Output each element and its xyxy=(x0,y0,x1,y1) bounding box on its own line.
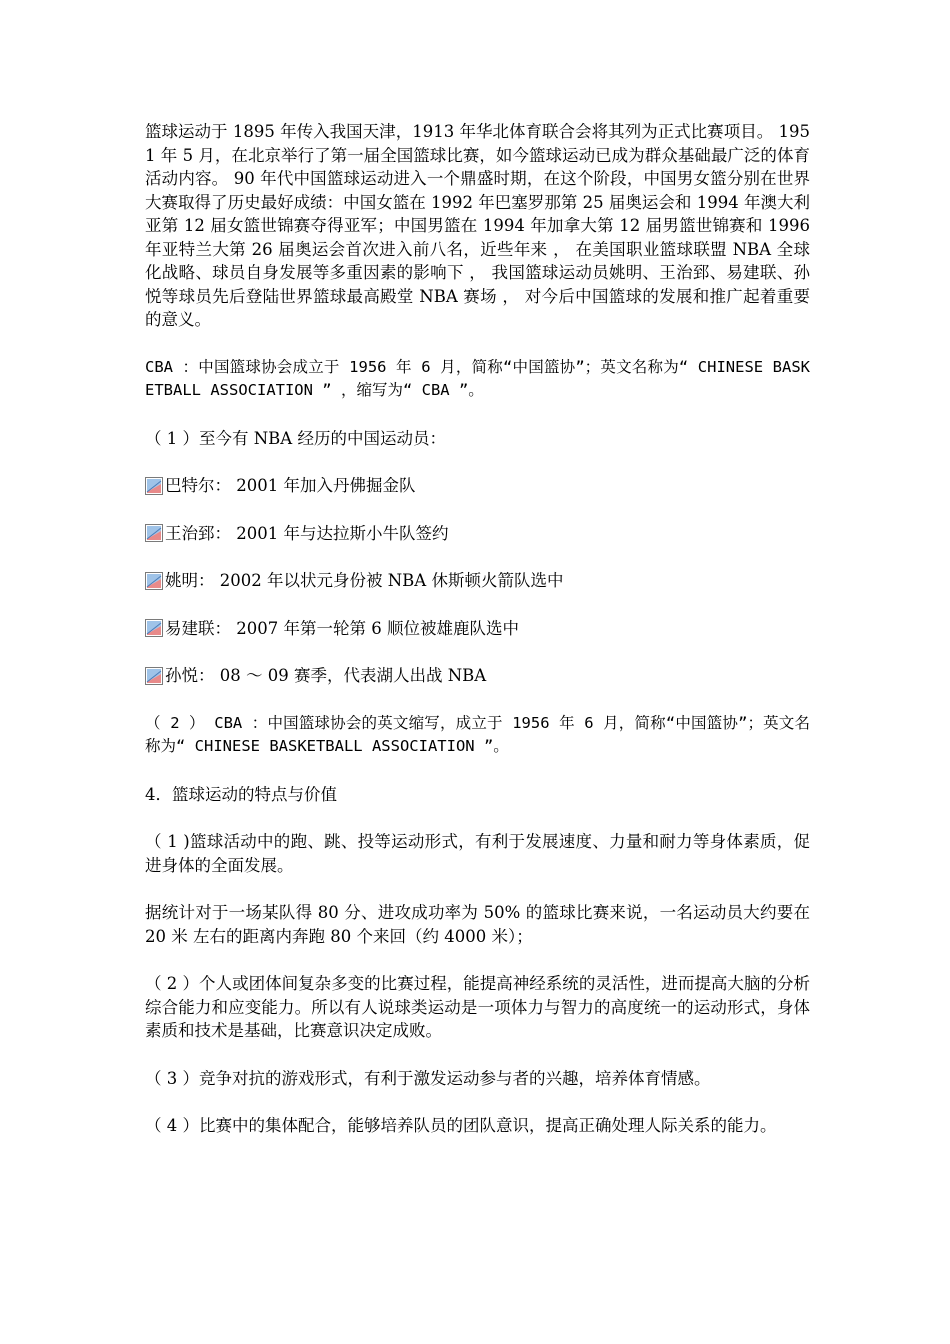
player-item xyxy=(145,569,810,593)
broken-image-icon xyxy=(145,667,163,685)
broken-image-icon xyxy=(145,619,163,637)
point-4: （ 4 ）比赛中的集体配合，能够培养队员的团队意识，提高正确处理人际关系的能力。 xyxy=(145,1116,777,1135)
player-item xyxy=(145,522,810,546)
player-detail: 08 ～ 09 赛季，代表湖人出战 NBA xyxy=(214,666,487,685)
point-3: （ 3 ）竞争对抗的游戏形式，有利于激发运动参与者的兴趣，培养体育情感。 xyxy=(145,1068,711,1088)
player-item xyxy=(145,474,810,498)
section1-heading: （ 1 ）至今有 NBA 经历的中国运动员： xyxy=(145,428,446,448)
cba-note: （ 2 ） CBA ：中国篮球协会的英文缩写，成立于 1956 年 6 月，简称“中国篮协”；英文名称为“ CHINESE BASKETBALL ASSOCIATION ”。 xyxy=(145,713,810,755)
player-name: 王治郅： xyxy=(165,523,231,543)
player-item xyxy=(145,664,810,688)
player-detail: 2007 年第一轮第 6 顺位被雄鹿队选中 xyxy=(231,618,519,638)
player-item xyxy=(145,617,810,641)
player-name: 姚明： xyxy=(165,571,215,590)
section4-heading: 4．篮球运动的特点与价值 xyxy=(145,784,337,804)
player-list xyxy=(145,474,810,688)
player-name: 孙悦： xyxy=(165,666,215,685)
point-1: （ 1 )篮球活动中的跑、跳、投等运动形式，有利于发展速度、力量和耐力等身体素质，促进身体的全面发展。 xyxy=(145,832,810,875)
player-detail: 2002 年以状元身份被 NBA 休斯顿火箭队选中 xyxy=(214,571,564,590)
player-name: 巴特尔： xyxy=(165,476,231,495)
intro-paragraph: 篮球运动于 1895 年传入我国天津，1913 年华北体育联合会将其列为正式比赛项目。 1951 年 5 月，在北京举行了第一届全国篮球比赛，如今篮球运动已成为群众基础最广泛的体育活动内容。 90 年代中国篮球运动进入一个鼎盛时期，在这个阶段，中国男女篮分别在世界大赛取得了历史最好成绩：中国女篮在 1992 年巴塞罗那第 25 届奥运会和 1994 年澳大利亚第 12 届女篮世锦赛夺得亚军；中国男篮在 1994 年加拿大第 12 届男篮世锦赛和 1996 年亚特兰大第 26 届奥运会首次进入前八名，近些年来 ， 在美国职业篮球联盟 NBA 全球化战略、球员自身发展等多重因素的影响下 ， 我国篮球运动员姚明、王治郅、易建联、孙悦等球员先后登陆世界篮球最高殿堂 NBA 赛场 ， 对今后中国篮球的发展和推广起着重要的意义。 xyxy=(145,122,810,329)
point-2: （ 2 ）个人或团体间复杂多变的比赛过程，能提高神经系统的灵活性，进而提高大脑的分析综合能力和应变能力。所以有人说球类运动是一项体力与智力的高度统一的运动形式，身体素质和技术是基础，比赛意识决定成败。 xyxy=(145,974,810,1040)
stats-paragraph: 据统计对于一场某队得 80 分、进攻成功率为 50% 的篮球比赛来说，一名运动员大约要在 20 米 左右的距离内奔跑 80 个来回（约 4000 米）； xyxy=(145,903,810,946)
broken-image-icon xyxy=(145,477,163,495)
player-name: 易建联： xyxy=(165,618,231,638)
cba-definition: CBA ：中国篮球协会成立于 1956 年 6 月，简称“中国篮协”；英文名称为“ CHINESE BASKETBALL ASSOCIATION ” ，缩写为“ CBA ”。 xyxy=(145,357,810,399)
player-detail: 2001 年与达拉斯小牛队签约 xyxy=(231,523,449,543)
broken-image-icon xyxy=(145,524,163,542)
broken-image-icon xyxy=(145,572,163,590)
player-detail: 2001 年加入丹佛掘金队 xyxy=(231,476,416,495)
